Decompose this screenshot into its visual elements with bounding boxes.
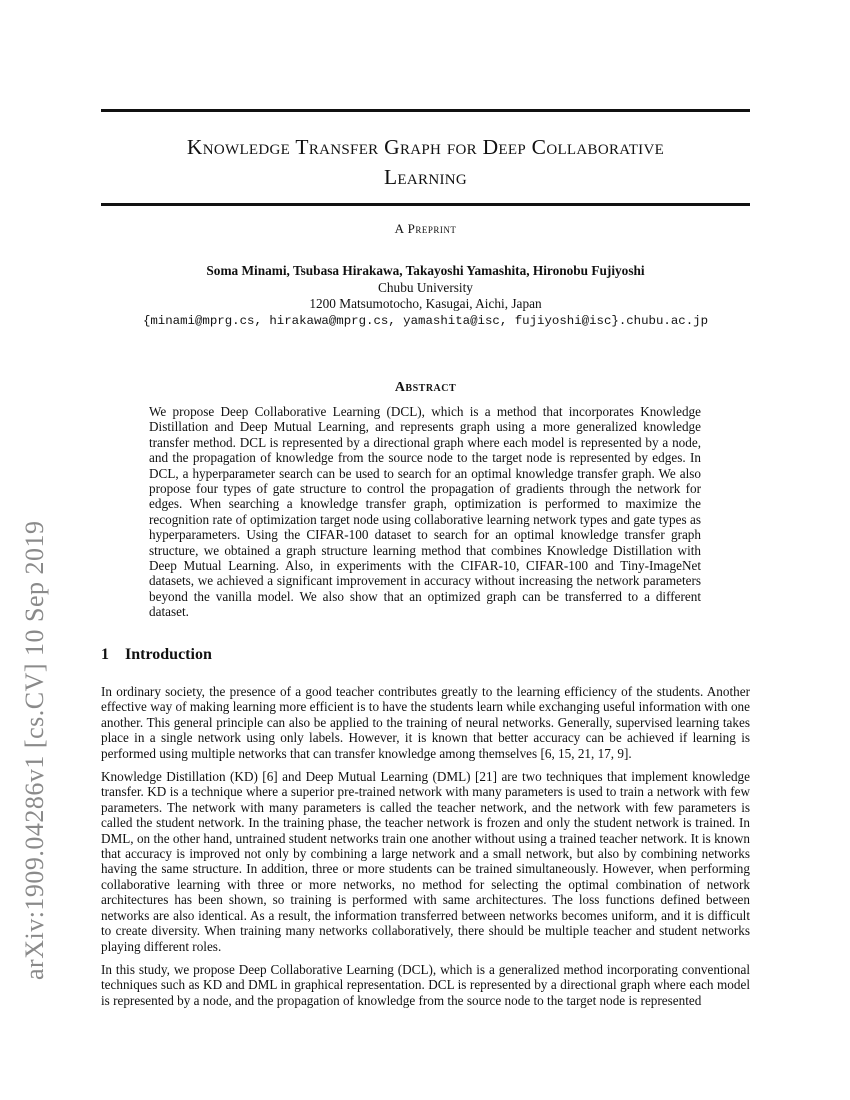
title-line-2: Learning — [383, 165, 468, 189]
paragraph: In ordinary society, the presence of a good teacher contributes greatly to the learning efficiency of the students. Another effective way of making learning more efficient is to have the students learn while exchanging useful information with one another. This general principle can also be applied to the training of neural networks. Generally, supervised learning takes place in a single network using only labels. However, it is known that better accuracy can be achieved if learning is performed using multiple networks that can transfer knowledge among themselves [6, 15, 21, 17, 9]. — [101, 684, 750, 761]
arxiv-side-stamp: arXiv:1909.04286v1 [cs.CV] 10 Sep 2019 — [20, 520, 49, 980]
paper-title — [101, 132, 750, 192]
abstract-heading: Abstract — [394, 380, 457, 395]
author-names: Soma Minami, Tsubasa Hirakawa, Takayoshi Yamashita, Hironobu Fujiyoshi — [206, 263, 645, 278]
paragraph: Knowledge Distillation (KD) [6] and Deep Mutual Learning (DML) [21] are two techniques that implement knowledge transfer. KD is a technique where a superior pre-trained network with many parameters is used to train a network with few parameters. The network with many parameters is called the teacher network, and the network with few parameters is called the student network. In the training phase, the teacher network is frozen and only the student network is trained. In DML, on the other hand, untrained student networks train one another without using a trained teacher network. It is known that accuracy is improved not only by combining a large network and a small network, but also by combining networks having the same structure. In addition, three or more students can be trained simultaneously. However, when performing collaborative learning with three or more networks, no method for selecting the optimal combination of network architectures has been shown, so training is performed with same architectures. The loss functions defined between networks are also identical. As a result, the information transferred between networks becomes uniform, and it is difficult to create diversity. When training many networks collaboratively, there should be multiple teacher and student networks playing different roles. — [101, 769, 750, 954]
author-address: 1200 Matsumotocho, Kasugai, Aichi, Japan — [309, 296, 542, 311]
author-emails: {minami@mprg.cs, hirakawa@mprg.cs, yamashita@isc, fujiyoshi@isc}.chubu.ac.jp — [142, 313, 709, 328]
author-affiliation: Chubu University — [378, 279, 473, 295]
author-block — [101, 263, 750, 329]
preprint-label: A Preprint — [394, 221, 457, 236]
section-number: 1 — [101, 646, 109, 663]
section-heading — [101, 646, 212, 664]
title-top-rule — [101, 109, 750, 112]
section-title: Introduction — [125, 646, 212, 663]
section-body — [101, 684, 750, 1016]
title-bottom-rule — [101, 203, 750, 206]
abstract-text: We propose Deep Collaborative Learning (DCL), which is a method that incorporates Knowledge Distillation and Deep Mutual Learning, and represents graph using a more generalized knowledge transfer method. DCL is represented by a directional graph where each model is represented by a node, and the propagation of knowledge from the source node to the target node is represented by edges. In DCL, a hyperparameter search can be used to search for an optimal knowledge transfer graph. We also propose four types of gate structure to control the propagation of gradients through the network for edges. When searching a knowledge transfer graph, optimization is performed to maximize the recognition rate of optimization target node using collaborative learning network types and gate types as hyperparameters. Using the CIFAR-100 dataset to search for an optimal knowledge transfer graph structure, we obtained a graph structure learning method that combines Knowledge Distillation with Deep Mutual Learning. Also, in experiments with the CIFAR-10, CIFAR-100 and Tiny-ImageNet datasets, we achieved a significant improvement in accuracy without increasing the network parameters beyond the vanilla model. We also show that an optimized graph can be transferred to a different dataset. — [149, 404, 701, 620]
paragraph: In this study, we propose Deep Collaborative Learning (DCL), which is a generalized method incorporating conventional techniques such as KD and DML in graphical representation. DCL is represented by a directional graph where each model is represented by a node, and the propagation of knowledge from the source node to the target node is represented — [101, 961, 750, 1008]
title-line-1: Knowledge Transfer Graph for Deep Collaborative — [186, 135, 665, 159]
